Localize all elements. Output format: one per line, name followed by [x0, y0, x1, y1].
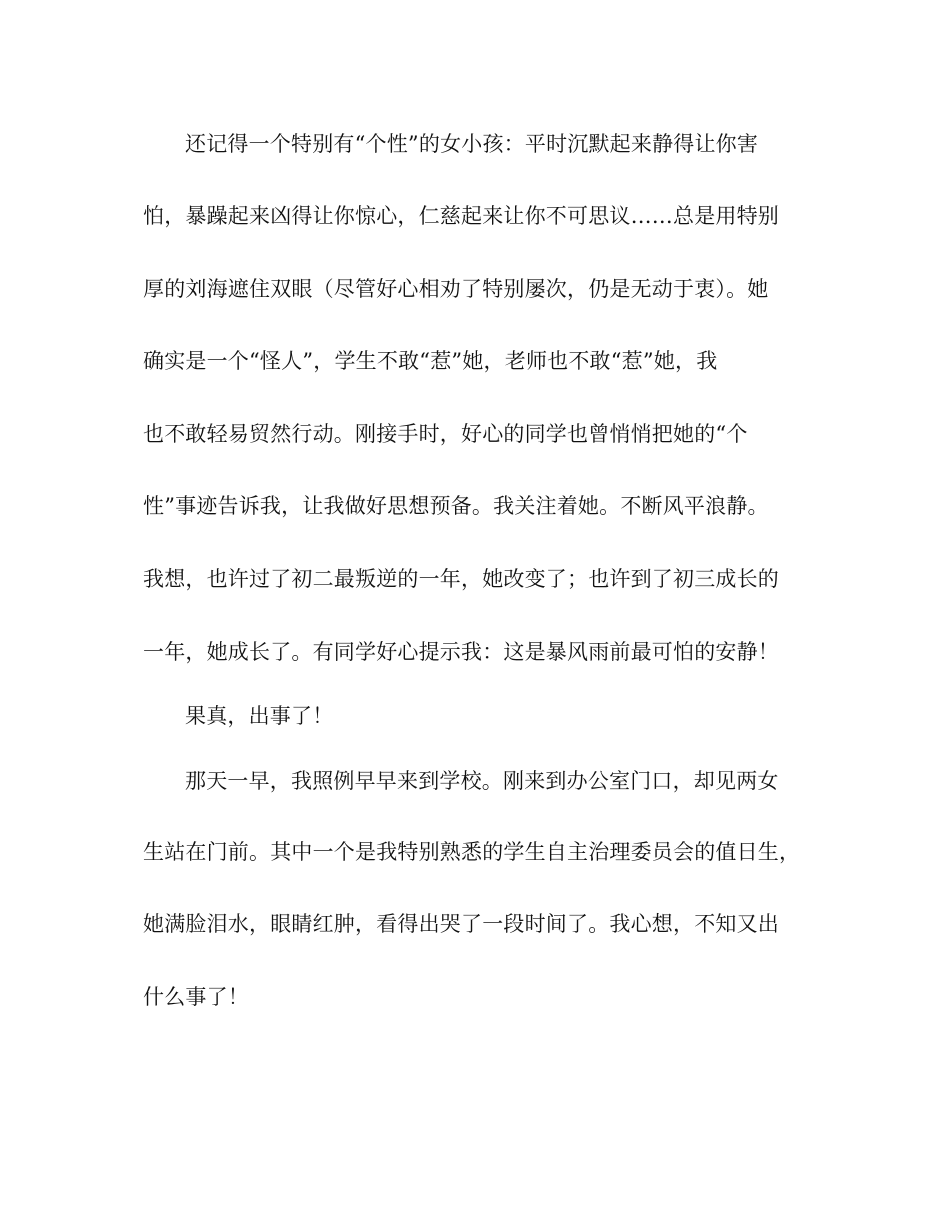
paragraph-1-line-1: 还记得一个特别有“个性”的女小孩：平时沉默起来静得让你害 [185, 132, 759, 156]
paragraph-1-line-6: 性”事迹告诉我，让我做好思想预备。我关注着她。不断风平浪静。 [143, 494, 769, 518]
paragraph-1-line-4: 确实是一个“怪人”，学生不敢“惹”她，老师也不敢“惹”她，我 [143, 349, 718, 373]
paragraph-1-line-5: 也不敢轻易贸然行动。刚接手时，好心的同学也曾悄悄把她的“个 [143, 422, 748, 446]
paragraph-3-line-2: 生站在门前。其中一个是我特别熟悉的学生自主治理委员会的值日生， [143, 840, 801, 864]
paragraph-1-line-2: 怕，暴躁起来凶得让你惊心，仁慈起来让你不可思议……总是用特别 [143, 204, 779, 228]
paragraph-1-line-3: 厚的刘海遮住双眼（尽管好心相劝了特别屡次，仍是无动于衷）。她 [143, 277, 769, 301]
paragraph-2-line-1: 果真，出事了！ [185, 704, 334, 728]
paragraph-1-line-8: 一年，她成长了。有同学好心提示我：这是暴风雨前最可怕的安静！ [143, 640, 779, 664]
paragraph-3-line-4: 什么事了！ [143, 985, 249, 1009]
paragraph-3-line-1: 那天一早，我照例早早来到学校。刚来到办公室门口，却见两女 [185, 769, 779, 793]
paragraph-3-line-3: 她满脸泪水，眼睛红肿，看得出哭了一段时间了。我心想，不知又出 [143, 912, 779, 936]
paragraph-1-line-7: 我想，也许过了初二最叛逆的一年，她改变了；也许到了初三成长的 [143, 567, 779, 591]
